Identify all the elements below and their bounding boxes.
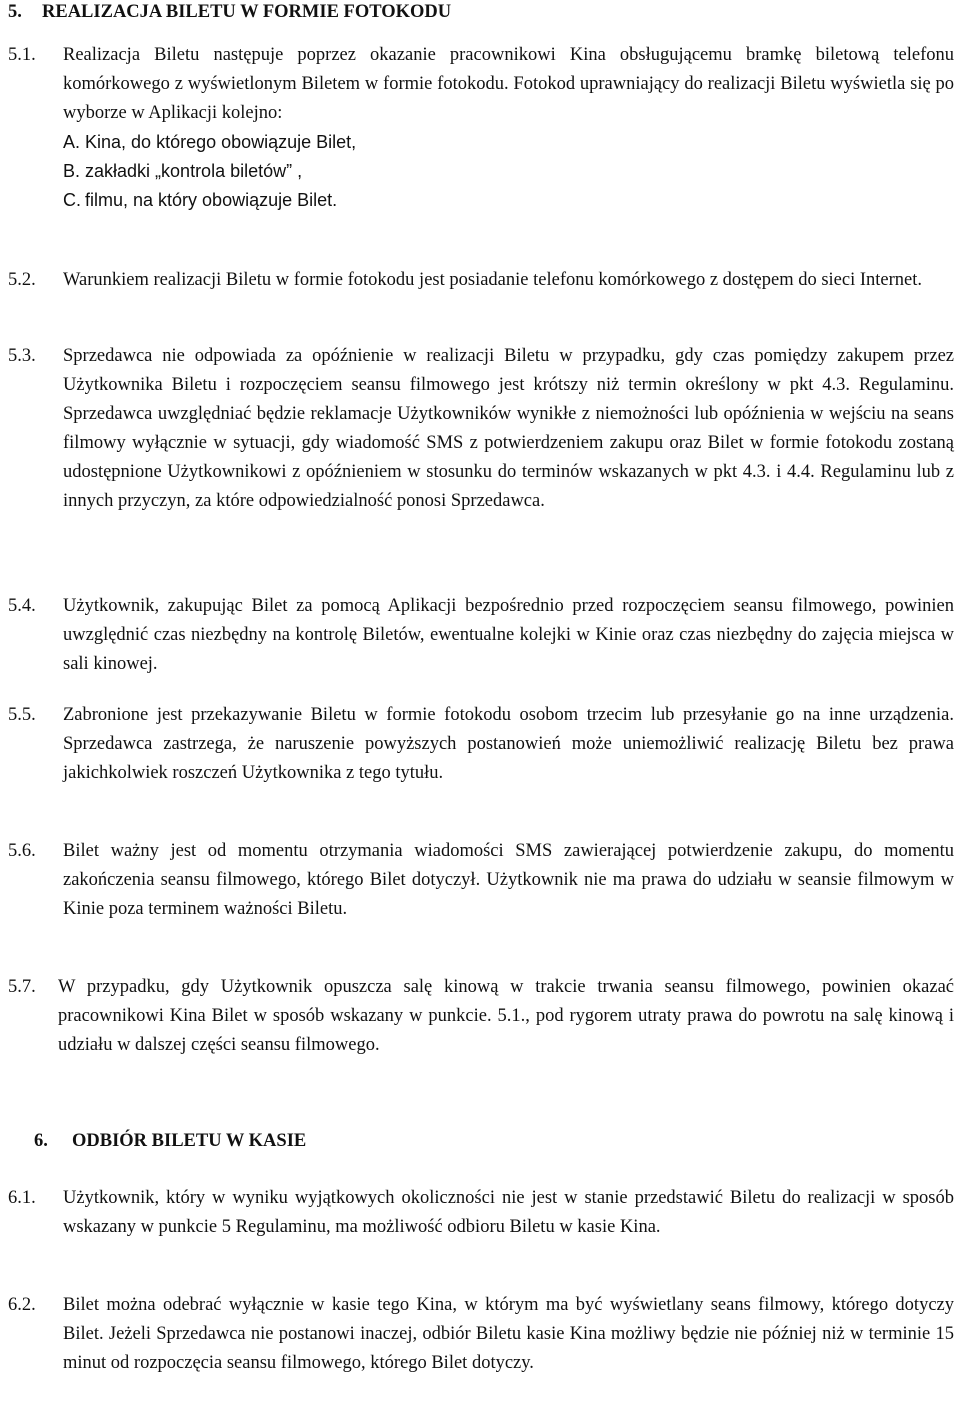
paragraph-number: 5.6. xyxy=(8,841,36,861)
paragraph-text: Realizacja Biletu następuje poprzez okazanie pracownikowi Kina obsługującemu bramkę biletową telefonu komórkowego z wyświetlonym Biletem w formie fotokodu. Fotokod uprawniający do realizacji Biletu wyświetla się po wyborze w Aplikacji kolejno: xyxy=(63,45,954,123)
list-item-letter: B. xyxy=(63,161,81,181)
paragraph-number: 5.2. xyxy=(8,270,36,290)
section-6-heading xyxy=(34,1127,306,1156)
section-5-title: REALIZACJA BILETU W FORMIE FOTOKODU xyxy=(42,2,452,22)
paragraph-6-2 xyxy=(8,1291,954,1378)
paragraph-5-4 xyxy=(8,592,954,679)
list-item-text: filmu, na który obowiązuje Bilet. xyxy=(85,190,338,210)
paragraph-text: Użytkownik, zakupując Bilet za pomocą Aplikacji bezpośrednio przed rozpoczęciem seansu filmowego, powinien uwzględnić czas niezbędny na kontrolę Biletów, ewentualne kolejki w Kinie oraz czas niezbędny do zajęcia miejsca w sali kinowej. xyxy=(63,596,954,674)
paragraph-5-3 xyxy=(8,342,954,516)
sub-list xyxy=(63,128,954,215)
paragraph-number: 5.3. xyxy=(8,346,36,366)
section-5-heading xyxy=(8,0,451,27)
paragraph-number: 6.1. xyxy=(8,1188,36,1208)
section-6-number: 6. xyxy=(34,1131,48,1151)
paragraph-number: 6.2. xyxy=(8,1295,36,1315)
paragraph-number: 5.1. xyxy=(8,45,36,65)
list-item xyxy=(63,186,954,215)
list-item-text: zakładki „kontrola biletów” , xyxy=(85,161,303,181)
paragraph-5-6 xyxy=(8,837,954,924)
paragraph-5-1 xyxy=(8,41,954,215)
paragraph-number: 5.5. xyxy=(8,705,36,725)
paragraph-5-7 xyxy=(8,973,954,1060)
paragraph-text: W przypadku, gdy Użytkownik opuszcza salę kinową w trakcie trwania seansu filmowego, powinien okazać pracownikowi Kina Bilet w sposób wskazany w punkcie. 5.1., pod rygorem utraty prawa do powrotu na salę kinową i udziału w dalszej części seansu filmowego. xyxy=(58,977,954,1055)
paragraph-text: Bilet można odebrać wyłącznie w kasie tego Kina, w którym ma być wyświetlany seans filmowy, którego dotyczy Bilet. Jeżeli Sprzedawca nie postanowi inaczej, odbiór Biletu kasie Kina możliwy będzie nie później niż w terminie 15 minut od rozpoczęcia seansu filmowego, którego Bilet dotyczy. xyxy=(63,1295,954,1373)
paragraph-5-5 xyxy=(8,701,954,788)
paragraph-5-2 xyxy=(8,266,954,295)
paragraph-text: Warunkiem realizacji Biletu w formie fotokodu jest posiadanie telefonu komórkowego z dostępem do sieci Internet. xyxy=(63,270,923,290)
section-5-number: 5. xyxy=(8,2,22,22)
paragraph-number: 5.7. xyxy=(8,977,36,997)
list-item-letter: C. xyxy=(63,190,81,210)
paragraph-number: 5.4. xyxy=(8,596,36,616)
list-item xyxy=(63,128,954,157)
paragraph-6-1 xyxy=(8,1184,954,1242)
list-item-letter: A. xyxy=(63,132,81,152)
paragraph-text: Bilet ważny jest od momentu otrzymania wiadomości SMS zawierającej potwierdzenie zakupu, do momentu zakończenia seansu filmowego, którego Bilet dotyczył. Użytkownik nie ma prawa do udziału w seansie filmowym w Kinie poza terminem ważności Biletu. xyxy=(63,841,954,919)
list-item-text: Kina, do którego obowiązuje Bilet, xyxy=(85,132,357,152)
paragraph-text: Użytkownik, który w wyniku wyjątkowych okoliczności nie jest w stanie przedstawić Biletu do realizacji w sposób wskazany w punkcie 5 Regulaminu, ma możliwość odbioru Biletu w kasie Kina. xyxy=(63,1188,954,1237)
paragraph-text: Sprzedawca nie odpowiada za opóźnienie w realizacji Biletu w przypadku, gdy czas pomiędzy zakupem przez Użytkownika Biletu i rozpoczęciem seansu filmowego jest krótszy niż termin określony w pkt 4.3. Regulaminu. Sprzedawca uwzględniać będzie reklamacje Użytkowników wynikłe z niemożności lub opóźnienia w wejściu na seans filmowy wyłącznie w sytuacji, gdy wiadomość SMS z potwierdzeniem zakupu oraz Bilet w formie fotokodu zostaną udostępnione Użytkownikowi z opóźnieniem w stosunku do terminów wskazanych w pkt 4.3. i 4.4. Regulaminu lub z innych przyczyn, za które odpowiedzialność ponosi Sprzedawca. xyxy=(63,346,954,511)
list-item xyxy=(63,157,954,186)
section-6-title: ODBIÓR BILETU W KASIE xyxy=(72,1131,307,1151)
paragraph-text: Zabronione jest przekazywanie Biletu w formie fotokodu osobom trzecim lub przesyłanie go na inne urządzenia. Sprzedawca zastrzega, że naruszenie powyższych postanowień może uniemożliwić realizację Biletu bez prawa jakichkolwiek roszczeń Użytkownika z tego tytułu. xyxy=(63,705,954,783)
